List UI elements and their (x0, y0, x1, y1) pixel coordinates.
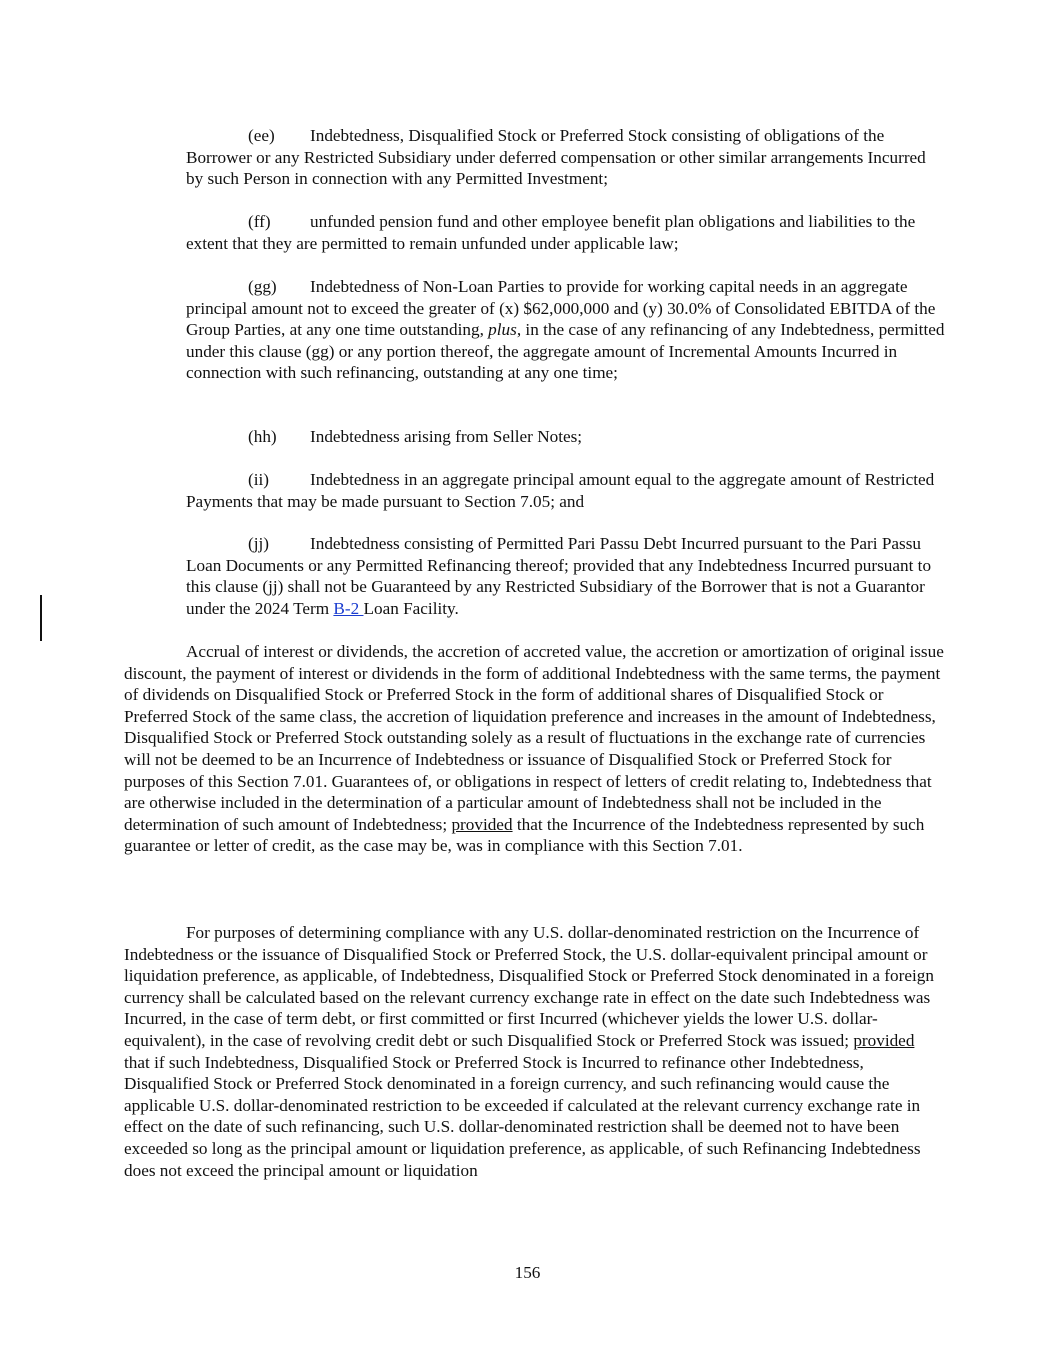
clause-label: (gg) (248, 277, 277, 296)
clause-italic-word: plus (488, 320, 517, 340)
revision-change-bar (40, 595, 42, 641)
page-number: 156 (514, 1263, 541, 1282)
clause-jj (186, 533, 946, 619)
clause-text-continued: Loan Facility. (363, 598, 459, 618)
clause-label: (ee) (248, 126, 275, 145)
clause-text: Indebtedness of Non-Loan Parties to provide for working capital needs in an aggregate principal amount not to exceed the greater of (x) $62,000,000 and (y) 30.0% of Consolidated EBITDA of the Group Parties, at any one time outstanding, (186, 277, 936, 340)
paragraph-text: For purposes of determining compliance with any U.S. dollar-denominated restriction on the Incurrence of Indebtedness or the issuance of Disqualified Stock or Preferred Stock, the U.S. dollar-equivalent principal amount or liquidation preference, as applicable, of Indebtedness, Disqualified Stock or Preferred Stock denominated in a foreign currency shall be calculated based on the relevant currency exchange rate in effect on the date such Indebtedness was Incurred, in the case of term debt, or first committed or first Incurred (whichever yields the lower U.S. dollar-equivalent), in the case of revolving credit debt or such Disqualified Stock or Preferred Stock was issued; (124, 923, 934, 1050)
clause-label: (jj) (248, 534, 269, 553)
b2-link[interactable]: B-2 (333, 598, 364, 618)
clause-text: Indebtedness consisting of Permitted Pari Passu Debt Incurred pursuant to the Pari Passu Loan Documents or any Permitted Refinancing thereof; provided that any Indebtedness Incurred pursuant to this clause (jj) shall not be Guaranteed by any Restricted Subsidiary of the Borrower that is not a Guarantor under the 2024 Term (186, 534, 932, 618)
provided-underlined: provided (853, 1030, 915, 1050)
clause-label: (ii) (248, 470, 269, 489)
clause-text: Indebtedness arising from Seller Notes; (310, 427, 583, 446)
clause-ff (186, 211, 946, 254)
clause-text: Indebtedness in an aggregate principal amount equal to the aggregate amount of Restricted Payments that may be made pursuant to Section 7.05; and (186, 470, 935, 511)
clause-text: unfunded pension fund and other employee benefit plan obligations and liabilities to the extent that they are permitted to remain unfunded under applicable law; (186, 212, 916, 253)
paragraph-accrual (124, 641, 944, 857)
clause-hh (186, 426, 946, 448)
clause-label: (hh) (248, 427, 277, 446)
paragraph-text-continued: that the Incurrence of the Indebtedness represented by such guarantee or letter of credit, as the case may be, was in compliance with this Section 7.01. (124, 814, 925, 856)
clause-text: Indebtedness, Disqualified Stock or Preferred Stock consisting of obligations of the Borrower or any Restricted Subsidiary under deferred compensation or other similar arrangements Incurred by such Person in connection with any Permitted Investment; (186, 126, 926, 189)
clause-label: (ff) (248, 212, 271, 231)
paragraph-text-continued: that if such Indebtedness, Disqualified Stock or Preferred Stock is Incurred to refinance other Indebtedness, Disqualified Stock or Preferred Stock denominated in a foreign currency, and such refinancing would cause the applicable U.S. dollar-denominated restriction to be exceeded if calculated at the relevant currency exchange rate in effect on the date of such refinancing, such U.S. dollar-denominated restriction shall be deemed not to have been exceeded so long as the principal amount or liquidation preference, as applicable, of such Refinancing Indebtedness does not exceed the principal amount or liquidation (124, 1052, 921, 1180)
paragraph-text: Accrual of interest or dividends, the accretion of accreted value, the accretion or amortization of original issue discount, the payment of interest or dividends in the form of additional Indebtedness with the same terms, the payment of dividends on Disqualified Stock or Preferred Stock in the form of additional shares of Disqualified Stock or Preferred Stock of the same class, the accretion of liquidation preference and increases in the amount of Indebtedness, Disqualified Stock or Preferred Stock outstanding solely as a result of fluctuations in the exchange rate of currencies will not be deemed to be an Incurrence of Indebtedness or issuance of Disqualified Stock or Preferred Stock for purposes of this Section 7.01. Guarantees of, or obligations in respect of letters of credit relating to, Indebtedness that are otherwise included in the determination of a particular amount of Indebtedness shall not be included in the determination of such amount of Indebtedness; (124, 642, 944, 834)
clause-ii (186, 469, 946, 512)
paragraph-compliance (124, 922, 944, 1181)
provided-underlined: provided (451, 814, 513, 834)
clause-text-continued: , in the case of any refinancing of any Indebtedness, permitted under this clause (gg) or any portion thereof, the aggregate amount of Incremental Amounts Incurred in connection with such refinancing, outstanding at any one time; (186, 320, 945, 383)
clause-gg (186, 276, 946, 384)
clause-ee (186, 125, 946, 190)
